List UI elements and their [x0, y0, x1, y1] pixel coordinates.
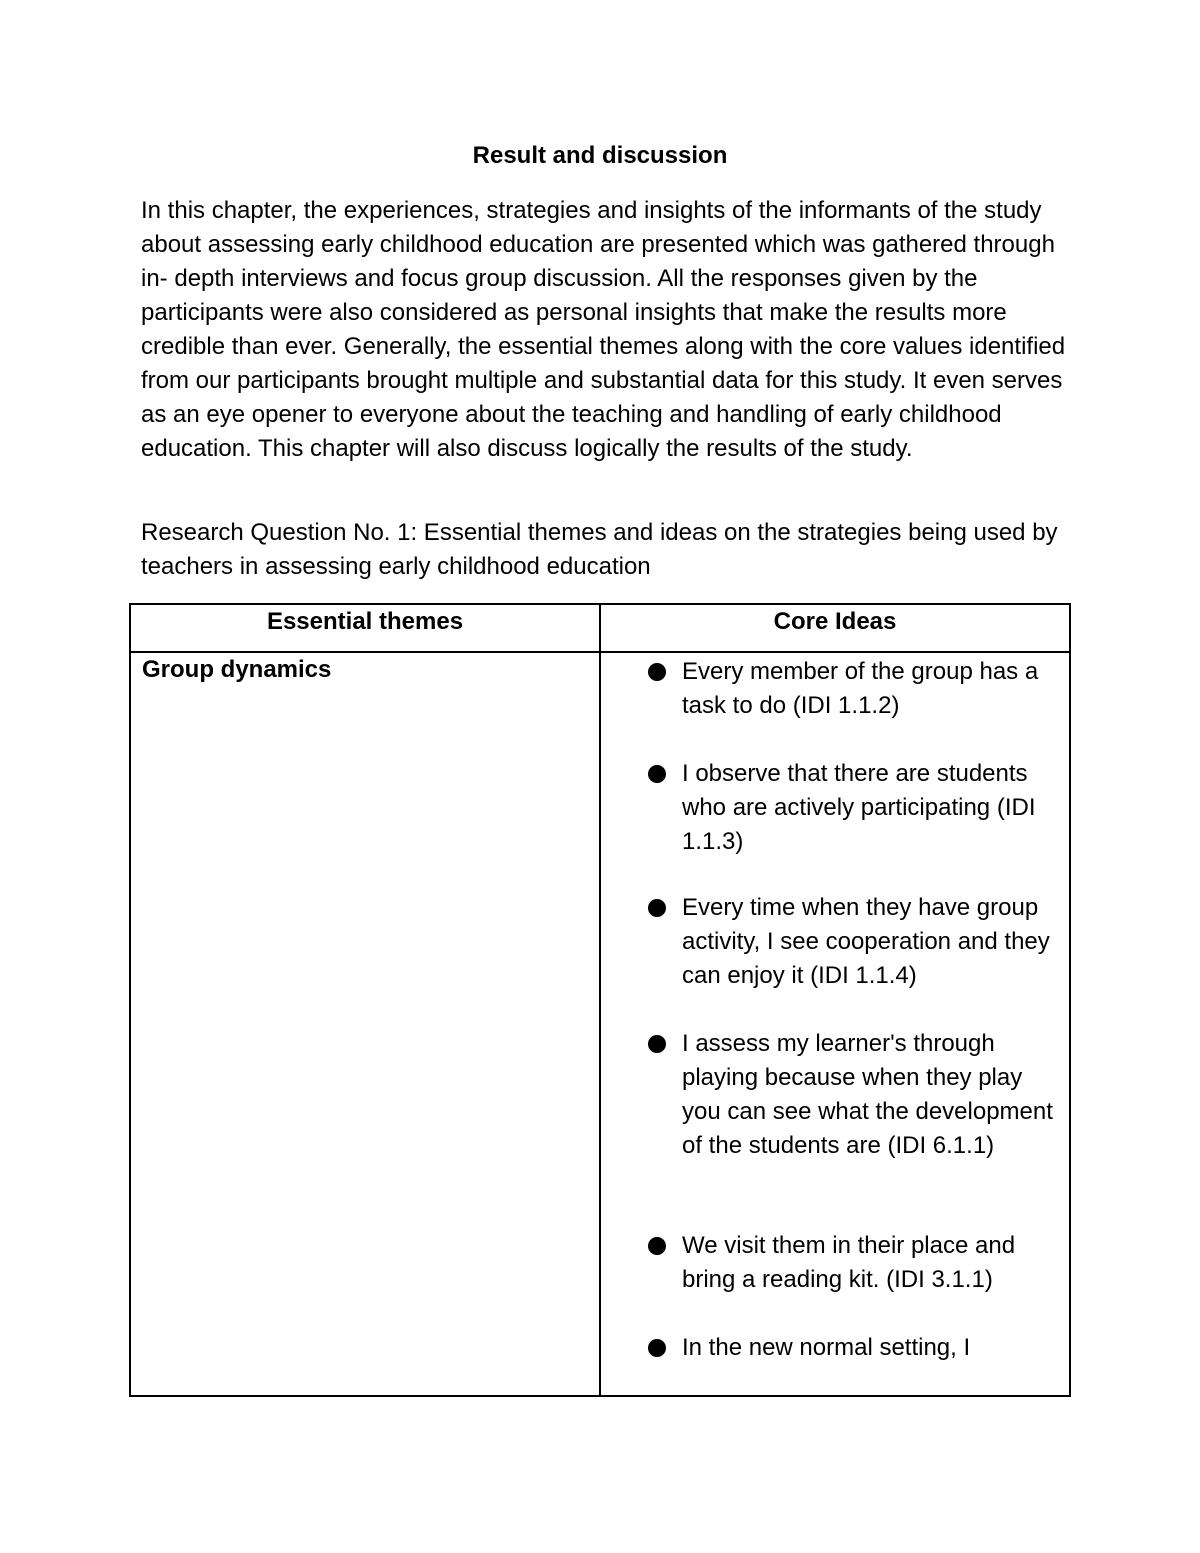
bullet-icon — [648, 765, 666, 783]
list-item — [601, 655, 1069, 723]
idea-text: We visit them in their place and bring a reading kit. (IDI 3.1.1) — [682, 1232, 1016, 1293]
theme-cell: Group dynamics — [130, 652, 600, 1396]
table-header-row — [130, 604, 1070, 652]
idea-text: Every time when they have group activity, I see cooperation and they can enjoy it (IDI 1.1.4) — [682, 894, 1050, 989]
themes-table — [129, 603, 1071, 1397]
idea-text: In the new normal setting, I — [682, 1334, 971, 1361]
research-question: Research Question No. 1: Essential themes and ideas on the strategies being used by teachers in assessing early childhood education — [141, 519, 1058, 580]
header-core-ideas: Core Ideas — [600, 604, 1070, 652]
intro-paragraph: In this chapter, the experiences, strategies and insights of the informants of the study about assessing early childhood education are presented which was gathered through in- depth interviews and focus group discussion. All the responses given by the participants were also considered as personal insights that make the results more credible than ever. Generally, the essential themes along with the core values identified from our participants brought multiple and substantial data for this study. It even serves as an eye opener to everyone about the teaching and handling of early childhood education. This chapter will also discuss logically the results of the study. — [141, 197, 1066, 462]
core-ideas-list — [601, 655, 1069, 1365]
list-item — [601, 757, 1069, 859]
list-item — [601, 1027, 1069, 1163]
bullet-icon — [648, 899, 666, 917]
bullet-icon — [648, 1339, 666, 1357]
header-essential-themes: Essential themes — [130, 604, 600, 652]
bullet-icon — [648, 1035, 666, 1053]
ideas-cell — [600, 652, 1070, 1396]
table-row — [130, 652, 1070, 1396]
list-item — [601, 1229, 1069, 1297]
idea-text: I assess my learner's through playing because when they play you can see what the development of the students are (IDI 6.1.1) — [682, 1030, 1053, 1159]
page-title: Result and discussion — [472, 142, 728, 169]
idea-text: Every member of the group has a task to do (IDI 1.1.2) — [682, 658, 1039, 719]
bullet-icon — [648, 1237, 666, 1255]
list-item — [601, 891, 1069, 993]
bullet-icon — [648, 663, 666, 681]
list-item — [601, 1331, 1069, 1365]
idea-text: I observe that there are students who are actively participating (IDI 1.1.3) — [682, 760, 1036, 855]
